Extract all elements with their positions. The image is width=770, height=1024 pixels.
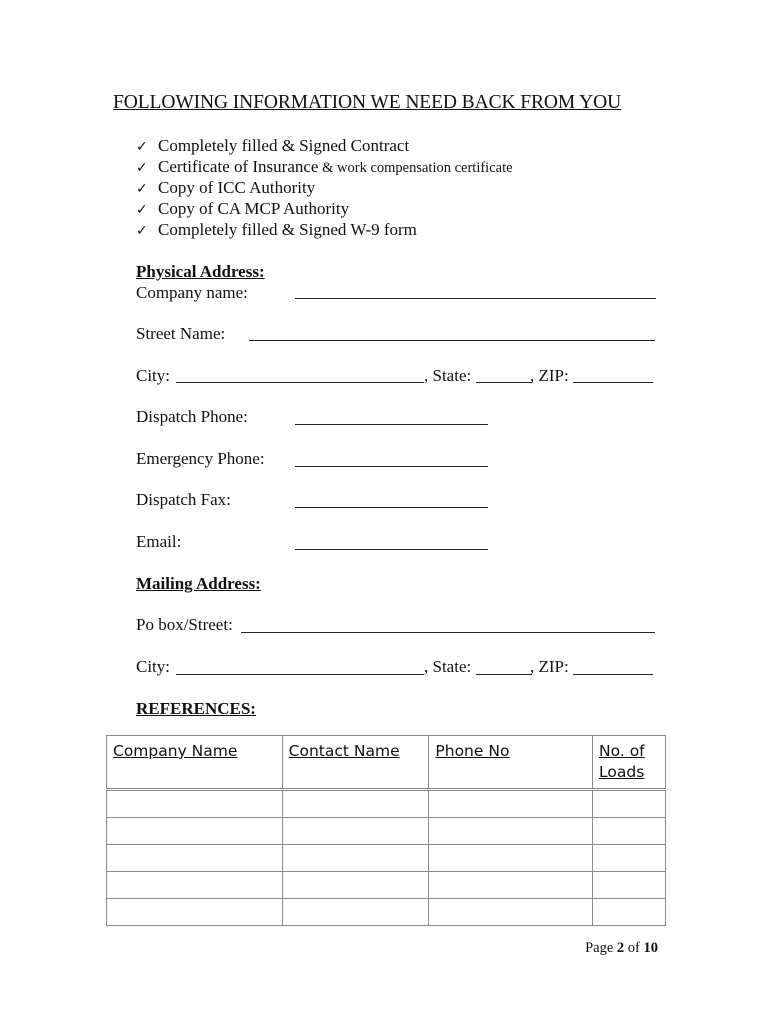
table-cell[interactable] xyxy=(107,818,283,845)
city-field[interactable] xyxy=(176,382,424,383)
total-pages: 10 xyxy=(643,940,658,956)
mailing-state-field[interactable] xyxy=(476,674,532,675)
table-cell[interactable] xyxy=(593,790,666,818)
table-cell[interactable] xyxy=(282,790,429,818)
list-item: ✓ Copy of CA MCP Authority xyxy=(136,198,513,219)
table-row xyxy=(107,845,666,872)
street-name-label: Street Name: xyxy=(136,324,226,343)
city-label: City: xyxy=(136,366,171,385)
company-name-label: Company name: xyxy=(136,283,248,302)
check-icon: ✓ xyxy=(136,181,148,197)
required-documents-list xyxy=(136,135,513,240)
list-item: ✓ Completely filled & Signed Contract xyxy=(136,135,513,156)
table-cell[interactable] xyxy=(107,790,283,818)
table-cell[interactable] xyxy=(429,845,593,872)
table-row xyxy=(107,790,666,818)
list-item: ✓ Copy of ICC Authority xyxy=(136,177,513,198)
street-name-field[interactable] xyxy=(249,340,655,341)
mailing-zip-field[interactable] xyxy=(573,674,653,675)
column-header-no-of-loads: No. of Loads xyxy=(593,736,666,790)
table-cell[interactable] xyxy=(429,818,593,845)
table-cell[interactable] xyxy=(107,899,283,926)
dispatch-phone-field[interactable] xyxy=(295,424,488,425)
table-cell[interactable] xyxy=(593,845,666,872)
table-cell[interactable] xyxy=(429,872,593,899)
zip-field[interactable] xyxy=(573,382,653,383)
check-icon: ✓ xyxy=(136,223,148,239)
state-label: , State: xyxy=(424,366,472,385)
references-table xyxy=(106,735,666,926)
table-row xyxy=(107,872,666,899)
email-label: Email: xyxy=(136,532,182,551)
column-header-contact-name: Contact Name xyxy=(282,736,429,790)
page-title: FOLLOWING INFORMATION WE NEED BACK FROM YOU xyxy=(113,92,622,113)
table-cell[interactable] xyxy=(593,899,666,926)
table-cell[interactable] xyxy=(429,899,593,926)
page-number: 2 xyxy=(616,940,625,956)
of-label: of xyxy=(627,940,640,956)
column-header-phone-no: Phone No xyxy=(429,736,593,790)
email-field[interactable] xyxy=(295,549,488,550)
page-footer xyxy=(585,940,658,957)
dispatch-phone-label: Dispatch Phone: xyxy=(136,407,248,426)
table-cell[interactable] xyxy=(282,845,429,872)
table-cell[interactable] xyxy=(593,872,666,899)
state-field[interactable] xyxy=(476,382,532,383)
check-icon: ✓ xyxy=(136,160,148,176)
table-cell[interactable] xyxy=(107,845,283,872)
table-cell[interactable] xyxy=(282,818,429,845)
physical-address-heading: Physical Address: xyxy=(136,262,265,281)
zip-label: , ZIP: xyxy=(530,366,569,385)
table-row xyxy=(107,818,666,845)
column-header-company-name: Company Name xyxy=(107,736,283,790)
emergency-phone-label: Emergency Phone: xyxy=(136,449,265,468)
dispatch-fax-label: Dispatch Fax: xyxy=(136,490,231,509)
table-header-row xyxy=(107,736,666,790)
table-cell[interactable] xyxy=(282,899,429,926)
company-name-field[interactable] xyxy=(295,298,656,299)
emergency-phone-field[interactable] xyxy=(295,466,488,467)
page-label: Page xyxy=(585,940,614,956)
check-icon: ✓ xyxy=(136,202,148,218)
list-item: ✓ Certificate of Insurance & work compensation certificate xyxy=(136,156,513,177)
mailing-city-label: City: xyxy=(136,657,171,676)
table-cell[interactable] xyxy=(282,872,429,899)
table-row xyxy=(107,899,666,926)
table-cell[interactable] xyxy=(107,872,283,899)
po-box-field[interactable] xyxy=(241,632,655,633)
mailing-city-field[interactable] xyxy=(176,674,424,675)
mailing-address-heading: Mailing Address: xyxy=(136,574,261,593)
po-box-label: Po box/Street: xyxy=(136,615,233,634)
table-cell[interactable] xyxy=(593,818,666,845)
table-cell[interactable] xyxy=(429,790,593,818)
mailing-zip-label: , ZIP: xyxy=(530,657,569,676)
dispatch-fax-field[interactable] xyxy=(295,507,488,508)
mailing-state-label: , State: xyxy=(424,657,472,676)
list-item: ✓ Completely filled & Signed W-9 form xyxy=(136,219,513,240)
references-heading: REFERENCES: xyxy=(136,699,256,718)
check-icon: ✓ xyxy=(136,139,148,155)
